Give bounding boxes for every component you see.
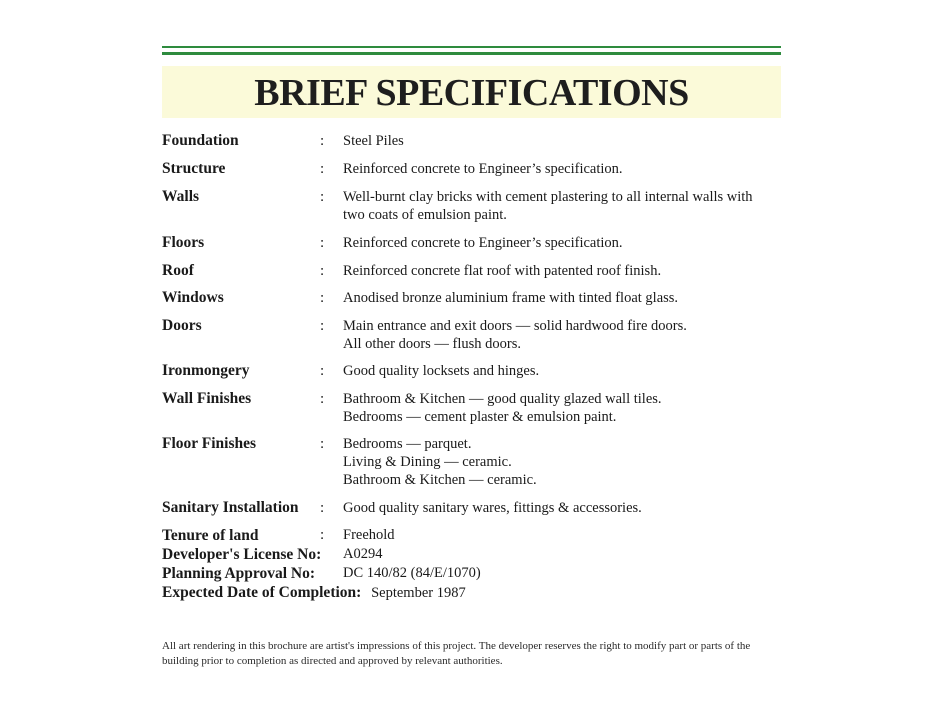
spec-value (343, 317, 783, 353)
spec-colon: : (320, 189, 325, 205)
spec-value-line: Good quality sanitary wares, fittings & accessories. (343, 500, 642, 516)
spec-value (343, 289, 783, 307)
tenure-value: Freehold (343, 527, 395, 543)
spec-value-line: Bedrooms — parquet. (343, 436, 472, 452)
spec-colon: : (320, 290, 325, 306)
planning-row (162, 564, 481, 584)
spec-label: Windows (162, 289, 224, 306)
planning-label: Planning Approval No: (162, 565, 316, 582)
spec-colon: : (320, 235, 325, 251)
top-rule-thick (162, 52, 781, 55)
license-row (162, 545, 383, 565)
spec-value-line: Bathroom & Kitchen — ceramic. (343, 472, 537, 488)
spec-value-line: Well-burnt clay bricks with cement plastering to all internal walls with (343, 189, 753, 205)
completion-row (162, 583, 466, 603)
spec-value-line: Reinforced concrete to Engineer’s specification. (343, 235, 623, 251)
spec-value (343, 390, 783, 426)
tenure-label: Tenure of land (162, 527, 259, 544)
spec-label: Floors (162, 234, 205, 251)
spec-label: Foundation (162, 132, 239, 149)
spec-value-line: Anodised bronze aluminium frame with tinted float glass. (343, 290, 679, 306)
disclaimer: All art rendering in this brochure are artist's impressions of this project. The developer reserves the right to modify part or parts of the building prior to completion as directed and approved by relevant authorities. (162, 640, 751, 667)
spec-value (343, 132, 783, 150)
spec-label: Doors (162, 317, 202, 334)
spec-colon: : (320, 363, 325, 379)
spec-value-line: two coats of emulsion paint. (343, 207, 507, 223)
spec-value-line: Steel Piles (343, 133, 404, 149)
spec-value-line: Bathroom & Kitchen — good quality glazed wall tiles. (343, 391, 662, 407)
spec-label: Structure (162, 160, 226, 177)
planning-value: DC 140/82 (84/E/1070) (343, 565, 481, 581)
spec-value (343, 262, 783, 280)
spec-label: Floor Finishes (162, 435, 257, 452)
spec-colon: : (320, 161, 325, 177)
spec-value-line: Good quality locksets and hinges. (343, 363, 540, 379)
license-label: Developer's License No: (162, 546, 322, 563)
spec-value (343, 160, 783, 178)
completion-value: September 1987 (371, 585, 466, 601)
spec-value (343, 499, 783, 517)
spec-colon: : (320, 133, 325, 149)
spec-value-line: All other doors — flush doors. (343, 336, 522, 352)
page-title: BRIEF SPECIFICATIONS (254, 72, 689, 114)
top-rule-thin (162, 46, 781, 48)
spec-colon: : (320, 500, 325, 516)
spec-colon: : (320, 391, 325, 407)
spec-label: Sanitary Installation (162, 499, 299, 516)
license-value: A0294 (343, 546, 383, 562)
spec-value (343, 188, 783, 224)
tenure-colon: : (320, 527, 325, 543)
spec-value-line: Living & Dining — ceramic. (343, 454, 512, 470)
spec-label: Roof (162, 262, 194, 279)
spec-value-line: Reinforced concrete to Engineer’s specification. (343, 161, 623, 177)
spec-value (343, 234, 783, 252)
spec-colon: : (320, 436, 325, 452)
tenure-row (162, 526, 395, 546)
spec-label: Walls (162, 188, 200, 205)
spec-colon: : (320, 263, 325, 279)
spec-colon: : (320, 318, 325, 334)
spec-value (343, 362, 783, 380)
spec-label: Ironmongery (162, 362, 250, 379)
spec-value (343, 435, 783, 489)
spec-value-line: Reinforced concrete flat roof with patented roof finish. (343, 263, 662, 279)
spec-label: Wall Finishes (162, 390, 252, 407)
spec-value-line: Main entrance and exit doors — solid hardwood fire doors. (343, 318, 687, 334)
spec-value-line: Bedrooms — cement plaster & emulsion paint. (343, 409, 617, 425)
completion-label: Expected Date of Completion: (162, 584, 362, 601)
